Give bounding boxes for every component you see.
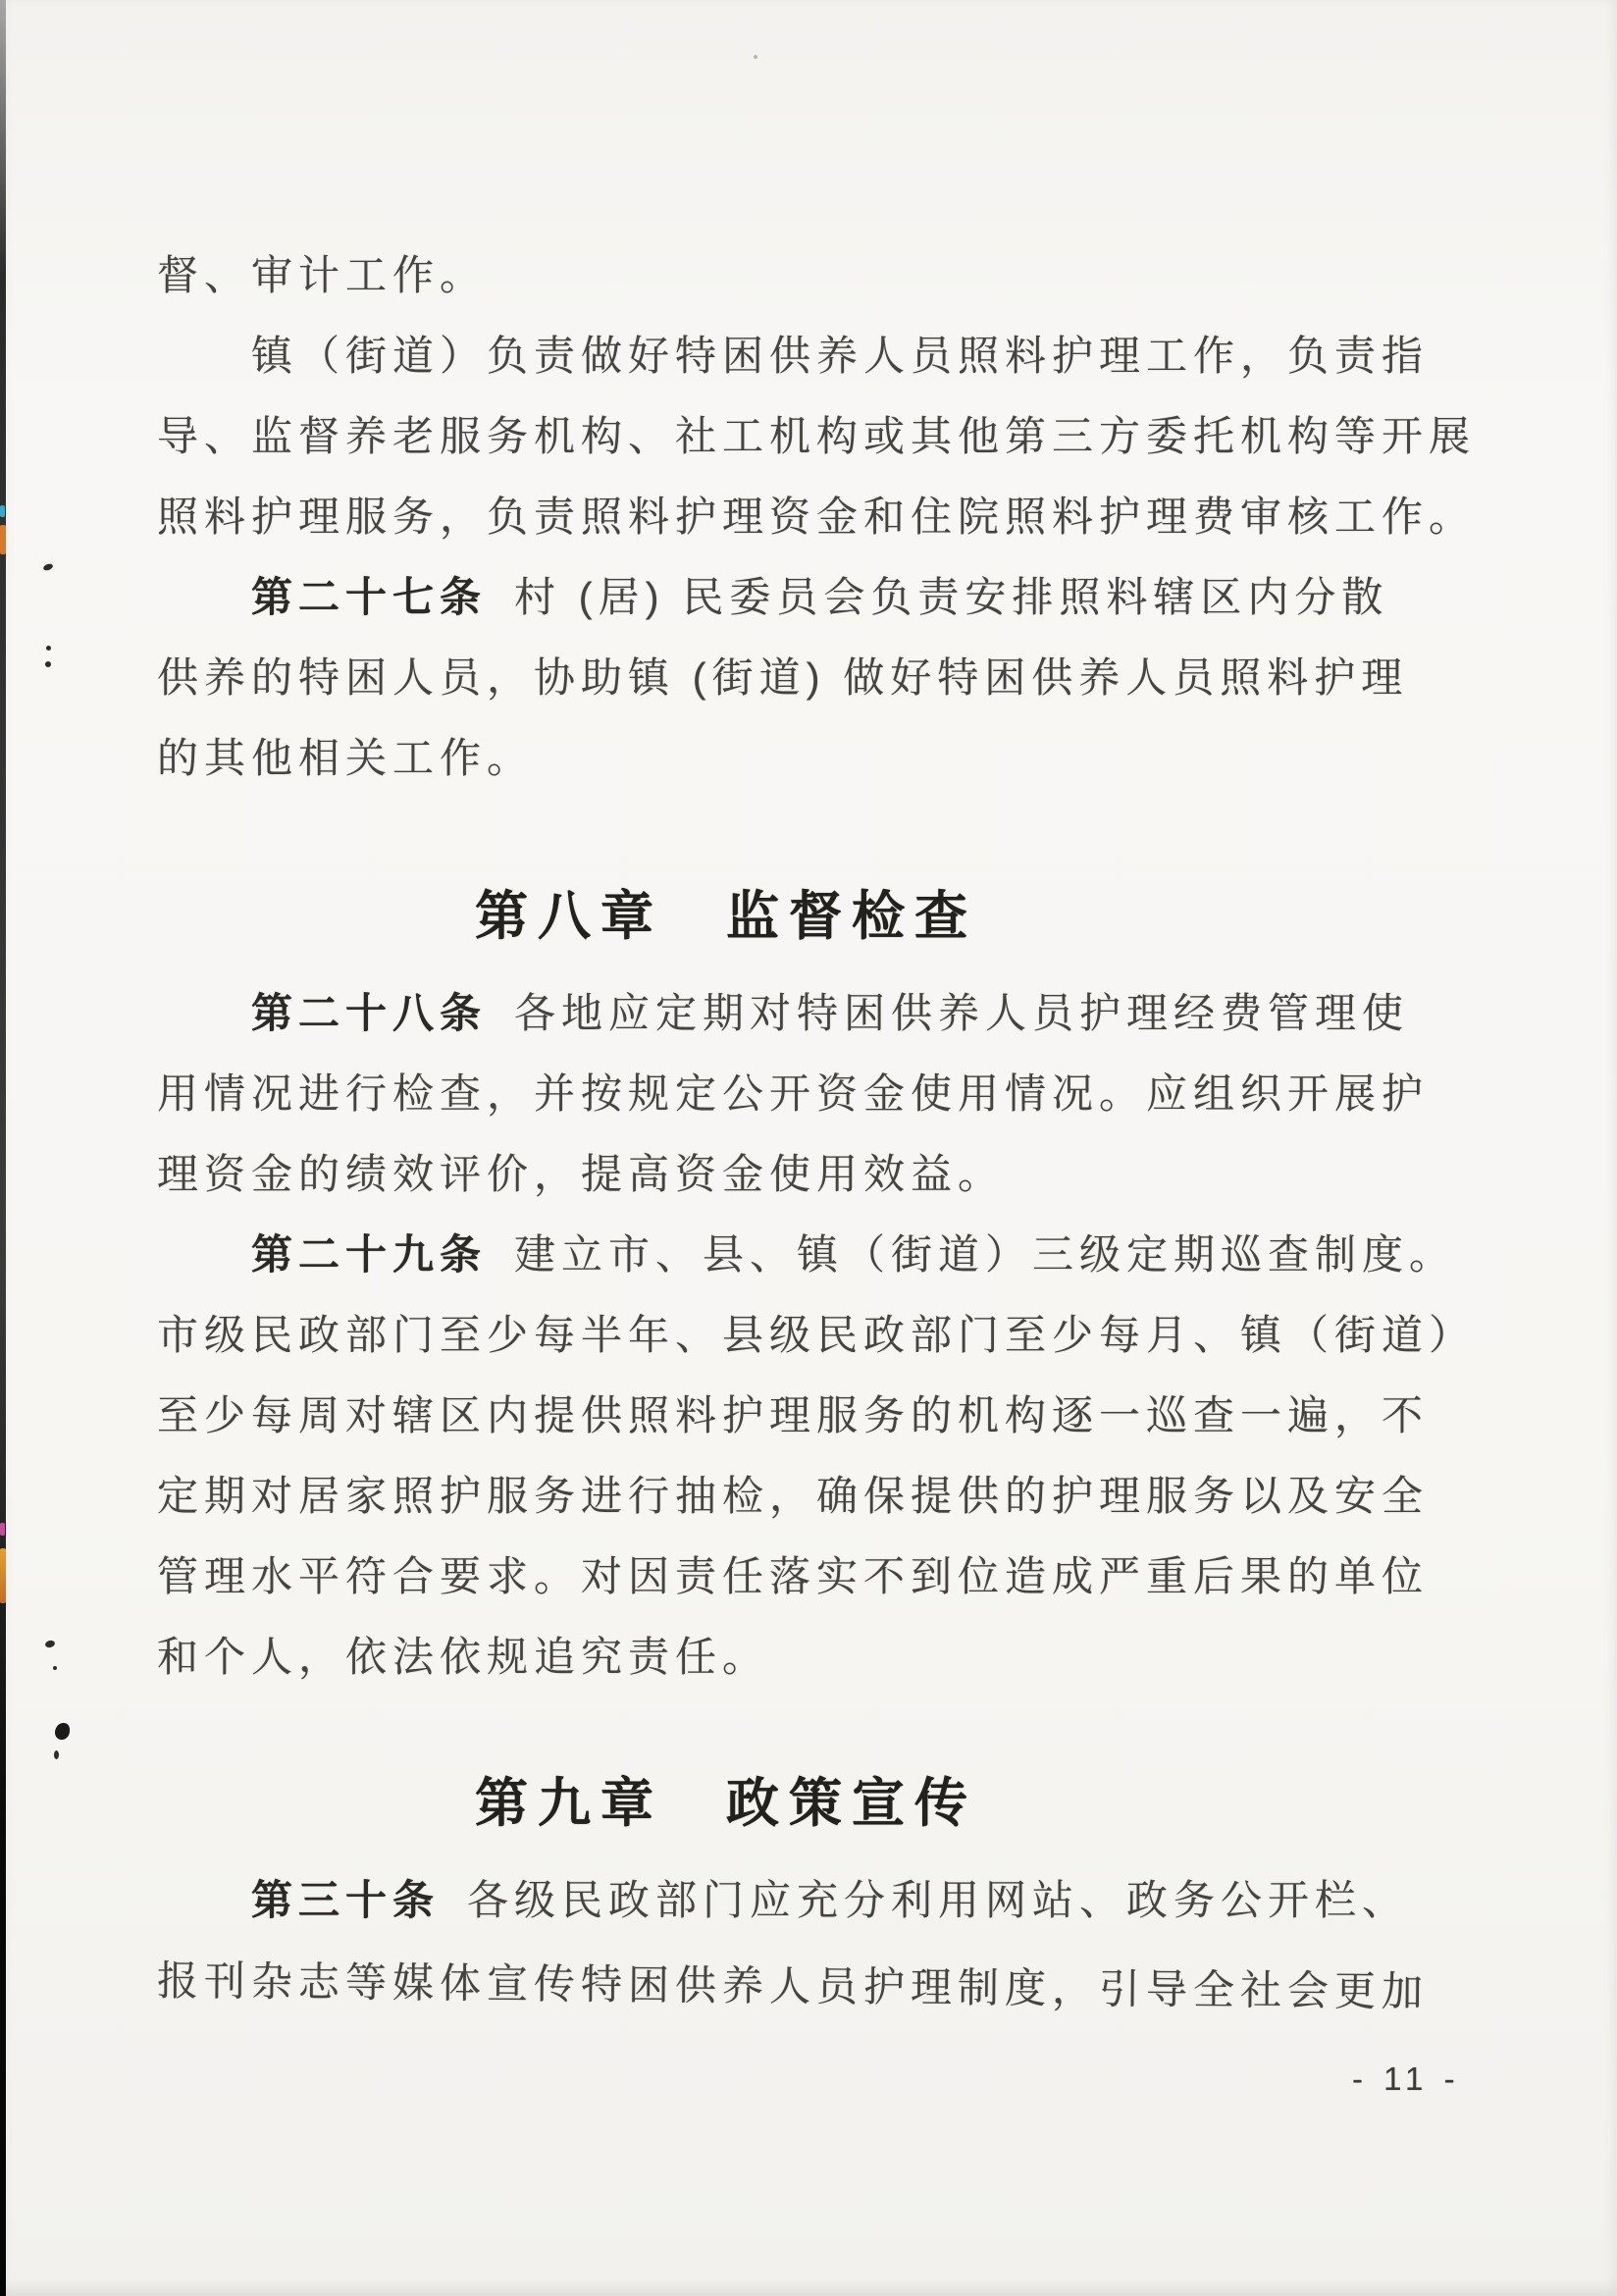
article-27-line-3 [157,718,1491,799]
article-30-line-1 [157,1860,1491,1941]
line-text: 导、监督养老服务机构、社工机构或其他第三方委托机构等开展 [157,413,1477,459]
line-text: 建立市、县、镇（街道）三级定期巡查制度。 [514,1231,1457,1278]
article-29-line-6 [157,1617,1491,1697]
scan-noise-amber [0,1548,6,1603]
line-text: 镇（街道）负责做好特困供养人员照料护理工作，负责指 [251,333,1430,379]
para-town-line-2 [157,396,1491,477]
ink-speck [45,661,51,667]
article-29-line-5 [157,1537,1491,1617]
article-28-line-1 [157,973,1491,1054]
article-27-line-2 [157,638,1491,718]
scan-noise-orange [0,525,6,554]
chapter-8-heading: 第八章 监督检查 [475,887,977,946]
line-text: 理资金的绩效评价，提高资金使用效益。 [157,1151,1006,1197]
article-28-line-2 [157,1054,1491,1134]
dust-speck [754,55,757,59]
article-30-number: 第三十条 [251,1877,441,1923]
para-town-line-1 [157,316,1491,396]
article-29-line-3 [157,1376,1491,1456]
ink-speck [44,1640,55,1648]
line-text: 市级民政部门至少每半年、县级民政部门至少每月、镇（街道） [157,1312,1477,1358]
line-text: 督、审计工作。 [157,252,488,298]
line-text: 供养的特困人员，协助镇 (街道) 做好特困供养人员照料护理 [157,654,1409,701]
line-text: 的其他相关工作。 [157,735,535,781]
line-text: 村 (居) 民委员会负责安排照料辖区内分散 [514,574,1389,620]
line-text: 定期对居家照护服务进行抽检，确保提供的护理服务以及安全 [157,1473,1430,1519]
article-29-line-4 [157,1456,1491,1537]
scan-noise-cyan [0,505,5,517]
ink-blot [55,1723,70,1740]
page-number: - 11 - [1352,2061,1461,2097]
line-text: 至少每周对辖区内提供照料护理服务的机构逐一巡查一遍，不 [157,1392,1430,1438]
article-28-number: 第二十八条 [251,990,488,1036]
scanner-edge-strip [0,0,6,2296]
document-body [157,235,1491,2021]
article-29-line-1 [157,1215,1491,1295]
chapter-9-heading: 第九章 政策宣传 [475,1774,977,1833]
article-29-line-2 [157,1295,1491,1376]
article-28-line-3 [157,1134,1491,1215]
line-text: 各级民政部门应充分利用网站、政务公开栏、 [467,1877,1410,1923]
line-text: 管理水平符合要求。对因责任落实不到位造成严重后果的单位 [157,1553,1430,1599]
para-town-line-3 [157,477,1491,557]
ink-speck [53,1666,57,1670]
article-30-line-2 [157,1941,1492,2033]
line-text: 照料护理服务，负责照料护理资金和住院照料护理费审核工作。 [157,494,1477,540]
continuation-line [157,235,1491,316]
line-text: 各地应定期对特困供养人员护理经费管理使 [514,990,1410,1036]
article-27-line-1 [157,557,1491,638]
scan-noise-magenta [0,1523,5,1536]
line-text: 用情况进行检查，并按规定公开资金使用情况。应组织开展护 [157,1070,1430,1117]
ink-speck [46,646,51,651]
article-29-number: 第二十九条 [251,1231,488,1278]
line-text: 和个人，依法依规追究责任。 [157,1634,770,1680]
ink-speck [42,562,53,571]
article-27-number: 第二十七条 [251,574,488,620]
line-text: 报刊杂志等媒体宣传特困供养人员护理制度，引导全社会更加 [156,1957,1430,2015]
